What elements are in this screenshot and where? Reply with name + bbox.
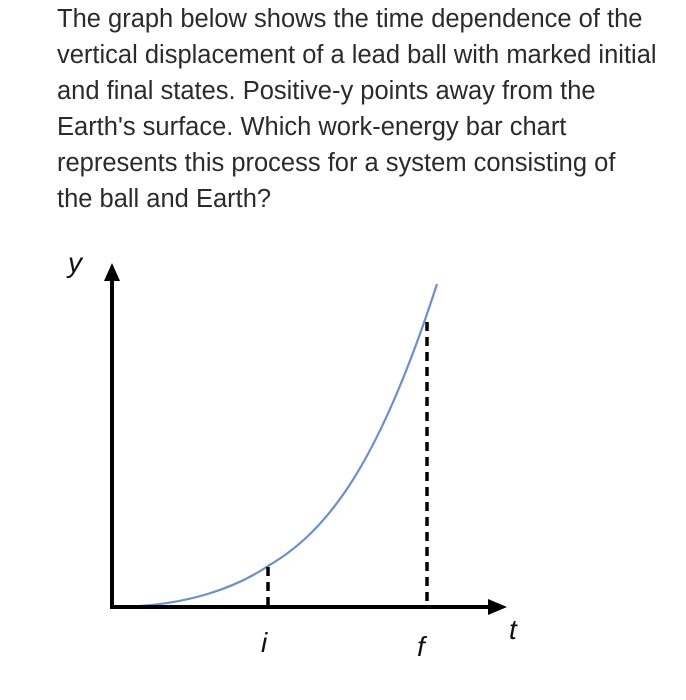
x-axis-arrowhead bbox=[488, 599, 507, 615]
x-axis-label: t bbox=[509, 614, 517, 645]
initial-marker-label: i bbox=[261, 627, 268, 658]
displacement-curve bbox=[112, 284, 437, 607]
question-text: The graph below shows the time dependence of the vertical displacement of a lead ball with marked initial and final states. Positive-y points away from the Earth's surface. Which work-energy bar chart represents this process for a system consisting of the ball and Earth? bbox=[57, 5, 657, 213]
y-axis-arrowhead bbox=[104, 263, 120, 281]
final-marker-label: f bbox=[417, 631, 425, 662]
y-axis-label: y bbox=[68, 247, 82, 278]
